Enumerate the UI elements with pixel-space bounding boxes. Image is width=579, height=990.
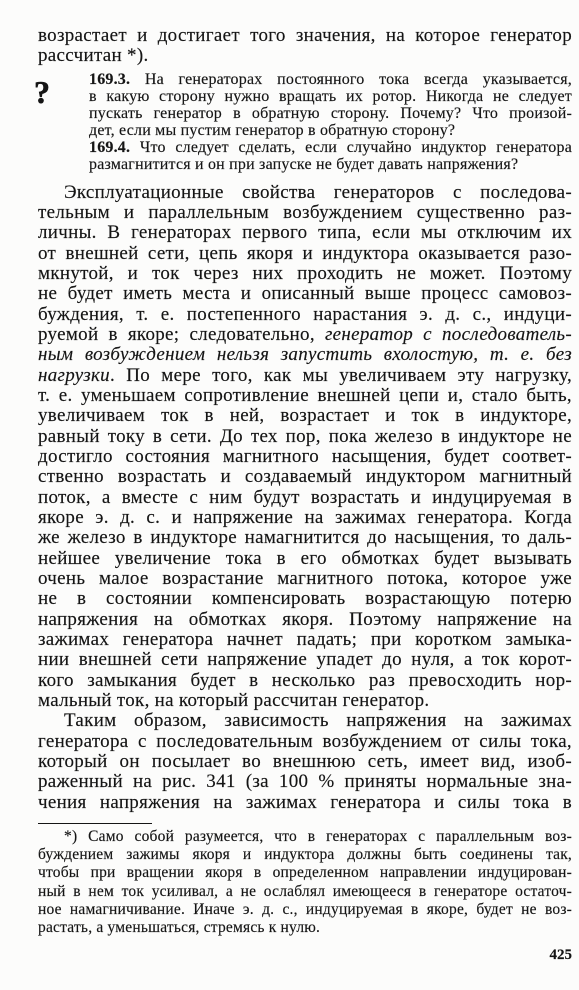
text-line: нии внешней сети напряжение упадет до нуля, а ток корот- — [38, 649, 572, 671]
text-line: напряжения на обмотках якоря. Поэтому напряжение на — [38, 608, 572, 630]
text-line: не в состоянии компенсировать возрастающую потерю — [38, 588, 572, 610]
text-line: т. е. уменьшаем сопротивление внешней цепи и, стало быть, — [38, 385, 572, 407]
question-item — [89, 71, 572, 139]
text-line: ственно возрастать и создаваемый индуктором магнитный — [38, 466, 572, 488]
text-line: Эксплуатационные свойства генераторов с последова- — [64, 181, 572, 203]
question-number: 169.4. — [89, 138, 131, 156]
question-text: На генераторах постоянного тока всегда указывается, — [144, 70, 572, 88]
text-line: поток, а вместе с ним будут возрастать и индуцируемая в — [38, 486, 572, 508]
text-line: личны. В генераторах первого типа, если мы отключим их — [38, 222, 572, 244]
text-line: равный току в сети. До тех пор, пока железо в индукторе не — [38, 425, 572, 447]
text-line: возрастает и достигает того значения, на которое генератор — [38, 25, 572, 46]
footnote-divider — [38, 823, 152, 824]
text-line: увеличиваем ток в ней, возрастает и ток в индукторе, — [38, 405, 572, 427]
page-number: 425 — [549, 947, 572, 963]
text-line: якоре э. д. с. и напряжение на зажимах генератора. Когда — [38, 507, 572, 529]
text-span: . По мере того, как мы увеличиваем эту нагрузку, — [109, 364, 572, 386]
questions-block — [89, 71, 572, 174]
text-line: нейшее увеличение тока в его обмотках будет вызывать — [38, 547, 572, 569]
question-line: размагнитится и он при запуске не будет давать напряжения? — [89, 155, 519, 173]
footnote-line: ный в нем ток усиливал, а не ослаблял имеющееся в генераторе остаточ- — [38, 882, 572, 900]
text-line: Таким образом, зависимость напряжения на зажимах — [64, 710, 572, 732]
text-line: не будет иметь места и описанный выше процесс самовоз- — [38, 283, 572, 305]
question-line: в какую сторону нужно вращать их ротор. Никогда не следует — [89, 87, 572, 105]
text-line: мкнутой, и ток через них проходить не может. Поэтому — [38, 263, 572, 285]
emphasized-text: генератор с последователь- — [324, 324, 573, 346]
text-line: кого замыкания будет в несколько раз превосходить нор- — [38, 669, 572, 691]
question-text: Что следует сделать, если случайно индуктор генератора — [139, 138, 572, 156]
footnote-line: растать, а уменьшаться, стремясь к нулю. — [38, 919, 321, 937]
text-line: достигло состояния магнитного насыщения, будет соответ- — [38, 446, 572, 468]
text-line: же железо в индукторе намагнитится до насыщения, то даль- — [38, 527, 572, 549]
paragraph — [38, 711, 572, 813]
text-line — [38, 325, 572, 345]
text-line: который он посылает во внешнюю сеть, имеет вид, изоб- — [38, 750, 572, 772]
question-line — [89, 139, 572, 156]
text-line: чения напряжения на зажимах генератора и силы тока в — [38, 791, 572, 813]
text-line: рассчитан *). — [38, 45, 149, 66]
footnote — [38, 828, 572, 937]
footnote-line: чтобы при вращении якоря в определенном направлении индуцирован- — [38, 864, 572, 882]
text-line: мальный ток, на который рассчитан генератор. — [38, 690, 430, 711]
question-mark-icon: ? — [34, 74, 50, 110]
emphasized-text-line: ным возбуждением нельзя запустить вхолостую, т. е. без — [38, 344, 572, 366]
question-line — [89, 71, 572, 88]
text-line: тельным и параллельным возбуждением существенно раз- — [38, 202, 572, 224]
question-number: 169.3. — [89, 70, 131, 88]
text-line: генератора с последовательным возбуждением от силы тока, — [38, 730, 572, 752]
question-line: пускать генератор в обратную сторону. Почему? Что произой- — [89, 104, 572, 122]
question-item — [89, 139, 572, 173]
paragraph — [38, 183, 572, 712]
emphasized-text: нагрузки — [38, 364, 110, 386]
body-text — [38, 183, 572, 813]
question-line: дет, если мы пустим генератор в обратную сторону? — [89, 121, 456, 139]
text-line: раженный на рис. 341 (за 100 % приняты нормальные зна- — [38, 771, 572, 793]
footnote-line: буждением зажимы якоря и индуктора должны быть соединены так, — [38, 846, 572, 864]
continuation-text — [38, 26, 572, 66]
text-line: зажимах генератора начнет падать; при коротком замыка- — [38, 629, 572, 651]
text-line: от внешней сети, цепь якоря и индуктора оказывается разо- — [38, 242, 572, 264]
footnote-line: *) Само собой разумеется, что в генераторах с параллельным воз- — [64, 828, 572, 845]
footnote-line: ное намагничивание. Иначе э. д. с., индуцируемая в якоре, будет не воз- — [38, 900, 572, 918]
text-line: буждения, т. е. постепенного нарастания э. д. с., индуци- — [38, 303, 572, 325]
text-line — [38, 366, 572, 386]
text-span: руемой в якоре; следовательно, — [38, 324, 325, 346]
text-line: очень малое возрастание магнитного потока, которое уже — [38, 568, 572, 590]
